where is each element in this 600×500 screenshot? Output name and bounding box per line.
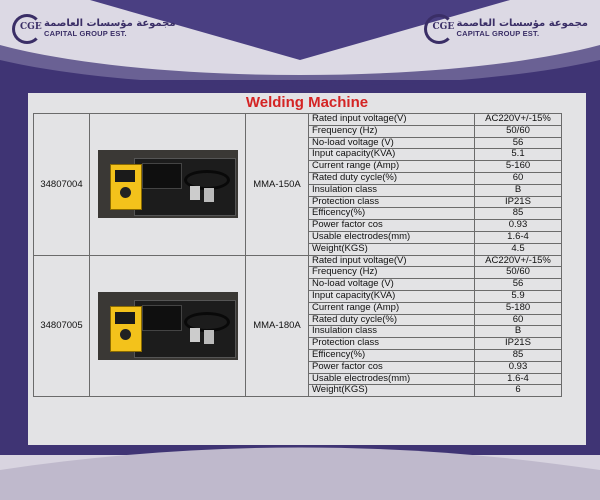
product-model: MMA-150A <box>246 114 309 256</box>
spec-label: Rated duty cycle(%) <box>309 314 475 326</box>
welding-machine-image <box>98 292 238 360</box>
spec-label: Efficency(%) <box>309 208 475 220</box>
company-logo-right <box>424 14 588 42</box>
table-row <box>34 114 562 126</box>
spec-label: Usable electrodes(mm) <box>309 231 475 243</box>
spec-value: 6 <box>475 385 562 397</box>
spec-value: 0.93 <box>475 220 562 232</box>
table-row <box>34 255 562 267</box>
spec-label: Frequency (Hz) <box>309 125 475 137</box>
spec-value: IP21S <box>475 338 562 350</box>
spec-label: Rated input voltage(V) <box>309 255 475 267</box>
spec-value: 85 <box>475 349 562 361</box>
company-name-english: CAPITAL GROUP EST. <box>456 29 540 38</box>
spec-value: B <box>475 326 562 338</box>
spec-label: Current range (Amp) <box>309 161 475 173</box>
spec-label: Insulation class <box>309 326 475 338</box>
product-model: MMA-180A <box>246 255 309 397</box>
company-name-arabic: مجموعة مؤسسات العاصمة <box>44 18 176 29</box>
product-code: 34807004 <box>34 114 90 256</box>
spec-label: Insulation class <box>309 184 475 196</box>
spec-label: Rated input voltage(V) <box>309 114 475 126</box>
page-title: Welding Machine <box>245 94 369 111</box>
spec-label: Input capacity(KVA) <box>309 290 475 302</box>
spec-value: 50/60 <box>475 267 562 279</box>
spec-label: Power factor cos <box>309 220 475 232</box>
spec-value: 1.6-4 <box>475 373 562 385</box>
spec-label: Frequency (Hz) <box>309 267 475 279</box>
cge-logo-icon: CGE <box>424 14 452 42</box>
spec-label: No-load voltage (V) <box>309 279 475 291</box>
spec-value: 50/60 <box>475 125 562 137</box>
spec-label: Current range (Amp) <box>309 302 475 314</box>
spec-value: 56 <box>475 137 562 149</box>
spec-label: Weight(KGS) <box>309 385 475 397</box>
spec-label: Weight(KGS) <box>309 243 475 255</box>
cge-logo-icon: CGE <box>12 14 40 42</box>
spec-label: Efficency(%) <box>309 349 475 361</box>
spec-value: IP21S <box>475 196 562 208</box>
spec-label: Rated duty cycle(%) <box>309 172 475 184</box>
spec-label: Power factor cos <box>309 361 475 373</box>
spec-value: B <box>475 184 562 196</box>
product-card <box>28 93 586 445</box>
spec-value: 5-180 <box>475 302 562 314</box>
spec-value: 1.6-4 <box>475 231 562 243</box>
company-logo-left <box>12 14 176 42</box>
spec-value: 5.1 <box>475 149 562 161</box>
spec-value: 56 <box>475 279 562 291</box>
spec-label: Input capacity(KVA) <box>309 149 475 161</box>
spec-value: 5-160 <box>475 161 562 173</box>
welding-machine-image <box>98 150 238 218</box>
company-name-arabic: مجموعة مؤسسات العاصمة <box>456 18 588 29</box>
spec-value: 60 <box>475 172 562 184</box>
spec-value: AC220V+/-15% <box>475 114 562 126</box>
spec-value: 85 <box>475 208 562 220</box>
spec-label: No-load voltage (V) <box>309 137 475 149</box>
spec-value: 60 <box>475 314 562 326</box>
company-name-english: CAPITAL GROUP EST. <box>44 29 127 38</box>
spec-label: Protection class <box>309 196 475 208</box>
spec-value: 5.9 <box>475 290 562 302</box>
product-code: 34807005 <box>34 255 90 397</box>
spec-label: Protection class <box>309 338 475 350</box>
spec-table <box>33 113 562 397</box>
product-photo <box>90 114 246 256</box>
spec-value: 0.93 <box>475 361 562 373</box>
spec-value: AC220V+/-15% <box>475 255 562 267</box>
product-photo <box>90 255 246 397</box>
spec-label: Usable electrodes(mm) <box>309 373 475 385</box>
spec-value: 4.5 <box>475 243 562 255</box>
